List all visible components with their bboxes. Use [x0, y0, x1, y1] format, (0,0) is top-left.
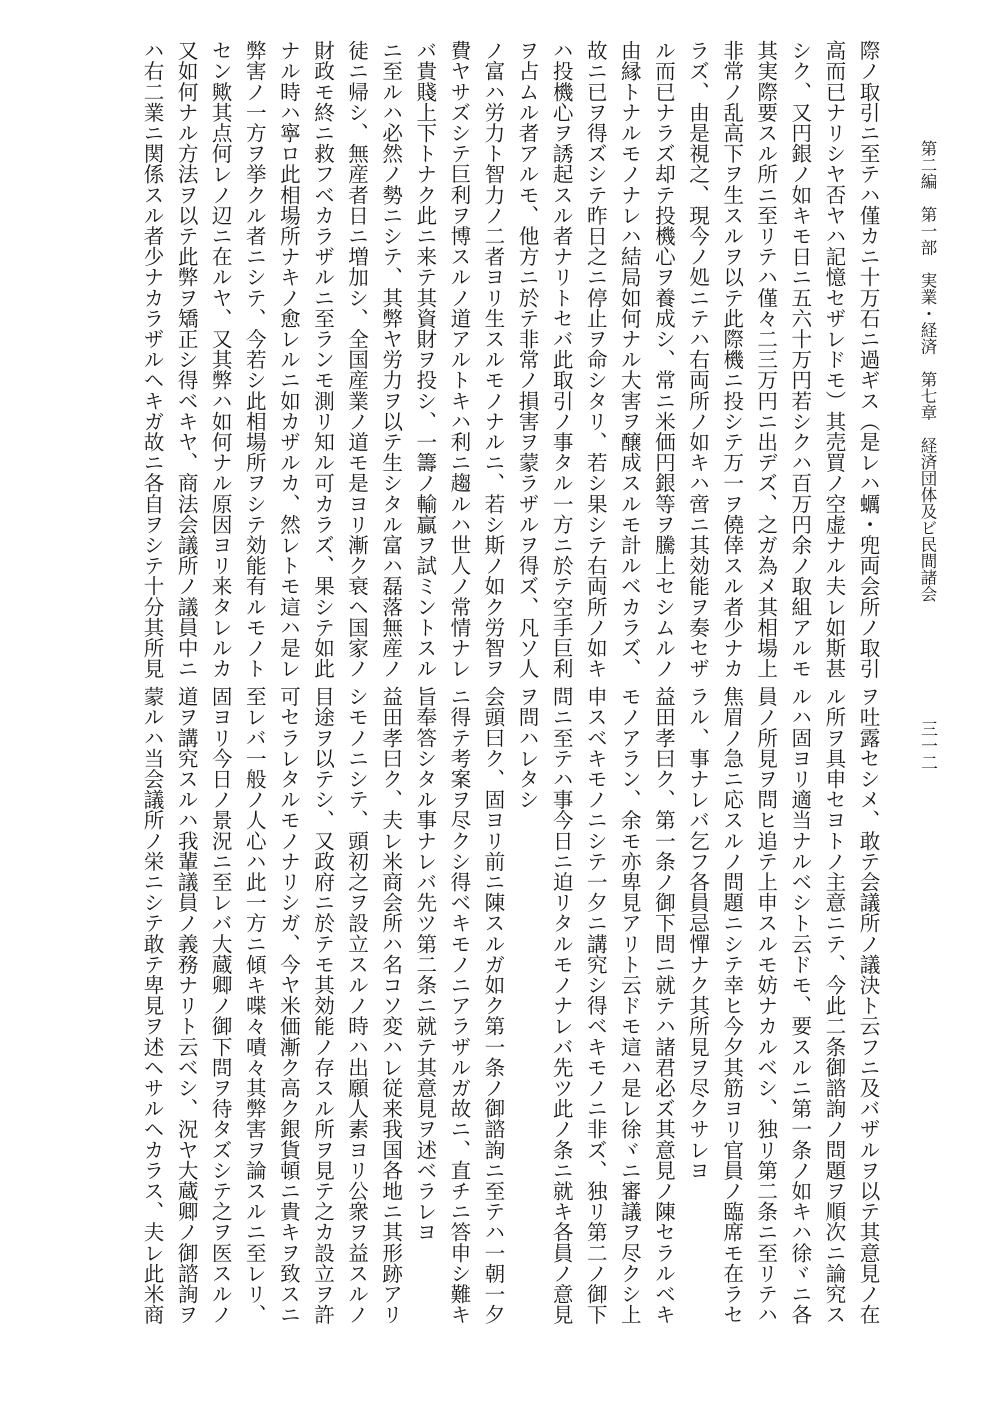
- text-column: ラズ、由是視之、現今ノ処ニテハ右両所ノ如キハ啻ニ其効能ヲ奏セザ: [685, 40, 710, 679]
- text-column: 際ノ取引ニ至テハ僅カニ十万石ニ過ギス（是レハ蠣・兜両会所ノ取引: [856, 40, 880, 679]
- text-column: 道ヲ講究スルハ我輩議員ノ義務ナリト云ベシ、況ヤ大蔵卿ノ御諮詢ヲ: [174, 686, 199, 1325]
- text-column: シク、又円銀ノ如キモ日ニ五六十万円若シクハ百万円余ノ取組アルモ: [787, 40, 812, 679]
- text-column: 高而已ナリシヤ否ヤハ記憶セザレドモ）其売買ノ空虚ナル夫レ如斯甚: [821, 40, 846, 679]
- text-column: ハ投機心ヲ誘起スル者ナリトセバ此取引ノ事タル一方ニ於テ空手巨利: [549, 40, 574, 679]
- lower-text-block: [73, 686, 885, 1346]
- text-column: 固ヨリ今日ノ景況ニ至レバ大蔵卿ノ御下問ヲ待タズシテ之ヲ医スルノ: [208, 686, 233, 1325]
- page-number: 三一二: [917, 720, 937, 771]
- text-column: 非常ノ乱高下ヲ生スルヲ以テ此際機ニ投シテ万一ヲ僥倖スル者少ナカ: [719, 40, 744, 679]
- text-column: 弊害ノ一方ヲ挙クル者ニシテ、今若シ此相場所ヲシテ効能有ルモノト: [242, 40, 267, 679]
- text-column: 目途ヲ以テシ、又政府ニ於テモ其効能ノ存スル所ヲ見テ之カ設立ヲ許: [310, 686, 335, 1325]
- text-column: 可セラレタルモノナリシガ、今ヤ米価漸ク高ク銀貨頓ニ貴キヲ致スニ: [276, 686, 301, 1325]
- text-column: 蒙ルハ当会議所ノ栄ニシテ敢テ卑見ヲ述ヘサルヘカラス、夫レ此米商: [140, 686, 165, 1325]
- text-column: ノ富ハ労力ト智力ノ二者ヨリ生スルモノナルニ、若シ斯ノ如ク労智ヲ: [480, 40, 505, 679]
- text-column: 益田孝曰ク、第一条ノ御下問ニ就テハ諸君必ズ其意見ノ陳セラルベキ: [651, 686, 676, 1325]
- text-column: シモノニシテ、頭初之ヲ設立スルノ時ハ出願人素ヨリ公衆ヲ益スルノ: [344, 686, 369, 1325]
- text-column: ハ右二業ニ関係スル者少ナカラザルヘキガ故ニ各自ヲシテ十分其所見: [140, 40, 165, 679]
- text-column: バ貴賤上下トナク此ニ来テ其資財ヲ投シ、一籌ノ輸贏ヲ試ミントスル: [412, 40, 437, 679]
- text-column: ニ得テ考案ヲ尽クシ得ベキモノニアラザルガ故ニ、直チニ答申シ難キ: [446, 686, 471, 1325]
- text-column: 申スベキモノニシテ一夕ニ講究シ得ベキモノニ非ズ、独リ第二ノ御下: [583, 686, 608, 1325]
- running-header: 第二編 第一部 実業・経済 第七章 経済団体及ビ民間諸会: [918, 140, 937, 602]
- text-column: ヲ占ムル者アルモ、他方ニ於テ非常ノ損害ヲ蒙ラザルヲ得ズ、凡ソ人: [515, 40, 540, 679]
- text-column: 其実際要スル所ニ至リテハ僅々二三万円ニ出デズ、之ガ為メ其相場上: [753, 40, 778, 679]
- text-column: 問ニ至テハ事今日ニ迫リタルモノナレバ先ツ此ノ条ニ就キ各員ノ意見: [549, 686, 574, 1325]
- text-column: ナル時ハ寧ロ此相場所ナキノ愈レルニ如カザルカ、然レトモ這ハ是レ: [276, 40, 301, 679]
- text-column: ラル、事ナレバ乞フ各員忌憚ナク其所見ヲ尽クサレヨ: [685, 686, 710, 1181]
- text-column: モノアラン、余モ亦卑見アリト云ドモ這ハ是レ徐ヾニ審議ヲ尽クシ上: [617, 686, 642, 1325]
- text-column: ヲ問ハレタシ: [515, 686, 540, 810]
- text-column: 旨奉答シタル事ナレバ先ツ第二条ニ就テ其意見ヲ述ベラレヨ: [412, 686, 437, 1243]
- text-column: ヲ吐露セシメ、敢テ会議所ノ議決ト云フニ及バザルヲ以テ其意見ノ在: [856, 686, 880, 1325]
- text-column: 会頭曰ク、固ヨリ前ニ陳スルガ如ク第一条ノ御諮詢ニ至テハ一朝一夕: [480, 686, 505, 1325]
- text-column: 故ニ已ヲ得ズシテ昨日之ニ停止ヲ命シタリ、若シ果シテ右両所ノ如キ: [583, 40, 608, 679]
- text-column: 至レバ一般ノ人心ハ此一方ニ傾キ喋々嘖々其弊害ヲ論スルニ至レリ、: [242, 686, 267, 1325]
- text-column: 又如何ナル方法ヲ以テ此弊ヲ矯正シ得ベキヤ、商法会議所ノ議員中ニ: [174, 40, 199, 679]
- text-column: 益田孝曰ク、夫レ米商会所ハ名コソ変ハレ従来我国各地ニ其形跡アリ: [378, 686, 403, 1325]
- text-column: 焦眉ノ急ニ応スルノ問題ニシテ幸ヒ今夕其筋ヨリ官員ノ臨席モ在ラセ: [719, 686, 744, 1325]
- text-column: ニ至ルハ必然ノ勢ニシテ、其弊ヤ労力ヲ以テ生シタル富ハ磊落無産ノ: [378, 40, 403, 679]
- text-column: 費ヤサズシテ巨利ヲ博スルノ道アルトキハ利ニ趨ルハ世人ノ常情ナレ: [446, 40, 471, 679]
- upper-text-block: [73, 40, 885, 679]
- text-column: 財政モ終ニ救フベカラザルニ至ランモ測リ知ル可カラズ、果シテ如此: [310, 40, 335, 679]
- text-column: 由縁トナルモノナレハ結局如何ナル大害ヲ醸成スルモ計ルベカラズ、: [617, 40, 642, 679]
- text-column: ル所ヲ具申セヨトノ主意ニテ、今此二条御諮詢ノ問題ヲ順次ニ論究ス: [821, 686, 846, 1325]
- text-column: ルハ固ヨリ適当ナルベシト云ドモ、要スルニ第一条ノ如キハ徐ヾニ各: [787, 686, 812, 1325]
- text-column: セン歟其点何レノ辺ニ在ルヤ、又其弊ハ如何ナル原因ヨリ来タレルカ: [208, 40, 233, 679]
- text-column: ル而已ナラズ却テ投機心ヲ養成シ、常ニ米価円銀等ヲ騰上セシムルノ: [651, 40, 676, 679]
- text-column: 徒ニ帰シ、無産者日ニ増加シ、全国産業ノ道モ是ヨリ漸ク衰ヘ国家ノ: [344, 40, 369, 679]
- text-column: 員ノ所見ヲ問ヒ追テ上申スルモ妨ナカルベシ、独リ第二条ニ至リテハ: [753, 686, 778, 1325]
